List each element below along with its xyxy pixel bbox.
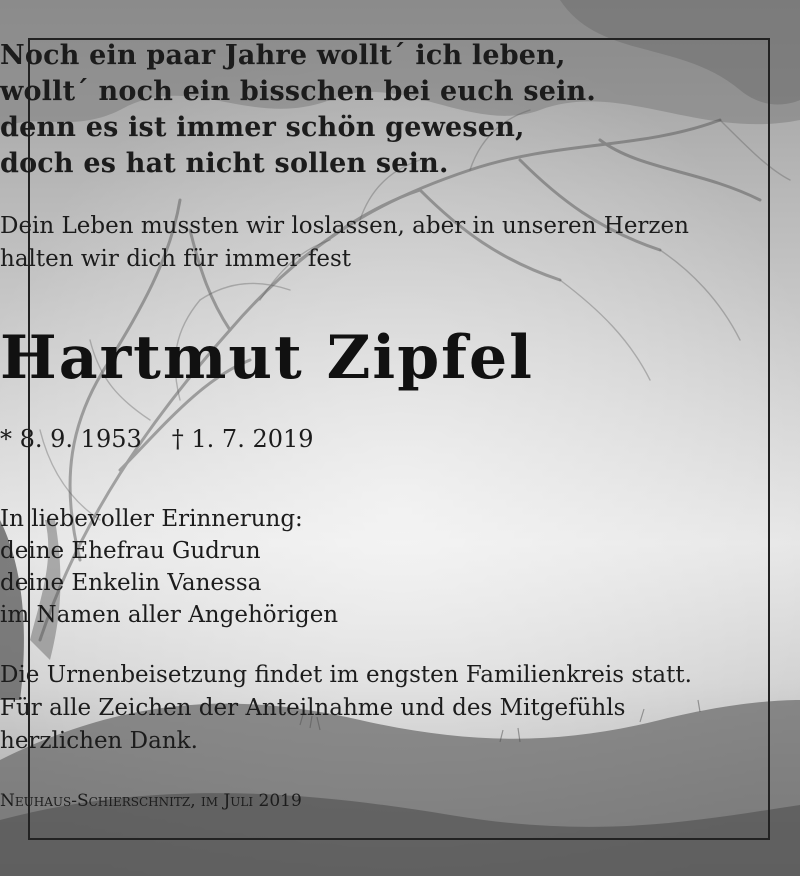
remembrance-line: im Namen aller Angehörigen	[0, 602, 339, 628]
remembrance-line: deine Enkelin Vanessa	[0, 570, 262, 596]
remembrance-line: In liebevoller Erinnerung:	[0, 506, 303, 532]
death-date: † 1. 7. 2019	[171, 425, 314, 453]
poem-line: wollt´ noch ein bisschen bei euch sein.	[0, 76, 596, 107]
poem-line: doch es hat nicht sollen sein.	[0, 148, 449, 179]
burial-notice	[0, 659, 800, 758]
poem-verse	[0, 38, 800, 182]
notice-line: Die Urnenbeisetzung findet im engsten Familienkreis statt.	[0, 662, 692, 688]
life-dates	[0, 422, 800, 456]
poem-line: denn es ist immer schön gewesen,	[0, 112, 525, 143]
farewell-line: Dein Leben mussten wir loslassen, aber in unseren Herzen	[0, 213, 689, 239]
deceased-name: Hartmut Zipfel	[0, 323, 534, 393]
notice-line: herzlichen Dank.	[0, 728, 198, 754]
remembrance-block	[0, 503, 800, 631]
birth-date: * 8. 9. 1953	[0, 425, 142, 453]
farewell-line: halten wir dich für immer fest	[0, 246, 351, 272]
poem-line: Noch ein paar Jahre wollt´ ich leben,	[0, 40, 566, 71]
remembrance-line: deine Ehefrau Gudrun	[0, 538, 261, 564]
farewell-text	[0, 210, 800, 276]
notice-line: Für alle Zeichen der Anteilnahme und des Mitgefühls	[0, 695, 626, 721]
place-and-date: Neuhaus-Schierschnitz, im Juli 2019	[0, 791, 302, 811]
